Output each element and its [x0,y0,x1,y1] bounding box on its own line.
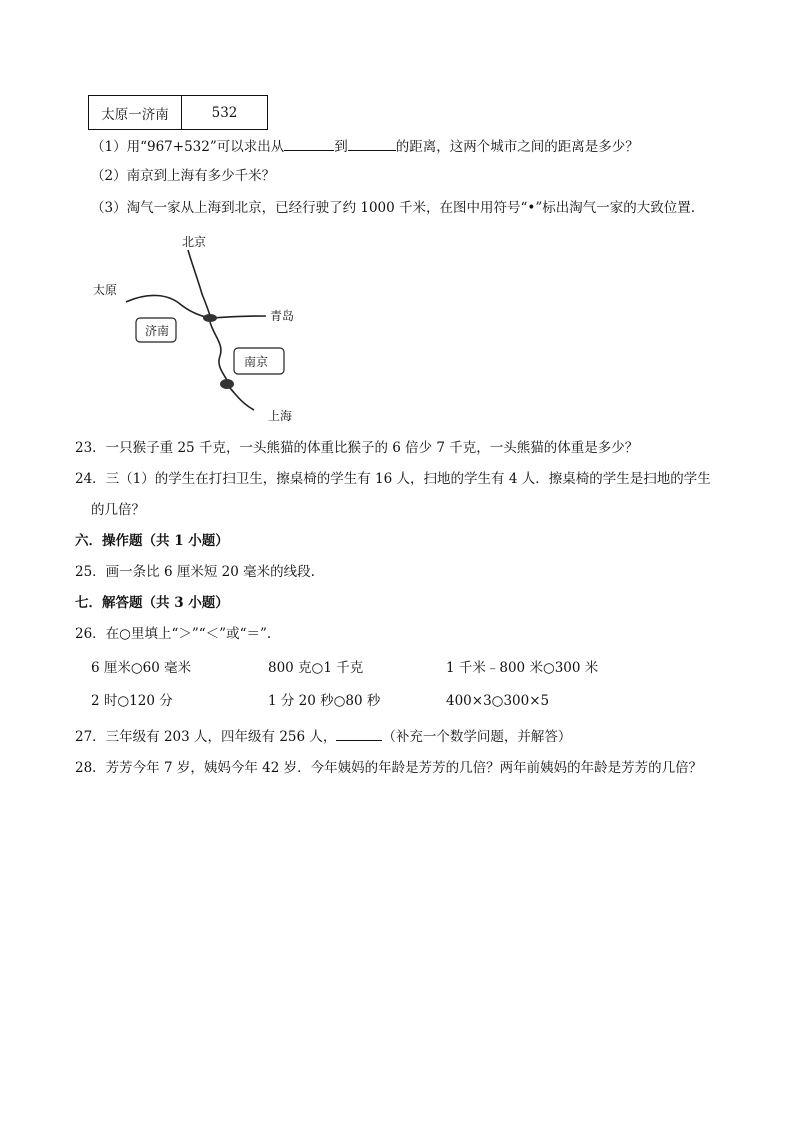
question-26: 26．在○里填上“＞”“＜”或“＝”. [75,626,272,642]
shanghai-label: 上海 [268,409,293,423]
answer-blank-from[interactable] [284,136,334,151]
taiyuan-label: 太原 [93,283,118,297]
distance-table [88,95,268,130]
route-cell: 太原一济南 [89,96,182,130]
jinan-marker [203,314,217,322]
question-22-part-1: （1）用“967+532”可以求出从 到 的距离，这两个城市之间的距离是多少？ [91,136,639,157]
answer-blank-question[interactable] [336,726,382,741]
question-22-part-3: （3）淘气一家从上海到北京，已经行驶了约 1000 千米，在图中用符号“•”标出淘气一家的大致位置. [91,200,696,216]
table-row [89,96,268,130]
compare-item[interactable]: 400×3○300×5 [446,693,550,709]
distance-cell: 532 [182,96,268,130]
question-22-part-2: （2）南京到上海有多少千米？ [91,168,276,184]
compare-item[interactable]: 1 千米﹣800 米○300 米 [446,660,599,676]
nanjing-marker [220,379,234,389]
section-6-heading: 六．操作题（共 1 小题） [75,533,229,549]
section-7-heading: 七．解答题（共 3 小题） [75,595,229,611]
compare-item[interactable]: 800 克○1 千克 [268,660,364,676]
nanjing-label: 南京 [244,355,269,369]
route-map[interactable] [88,232,300,424]
question-27: 27．三年级有 203 人，四年级有 256 人， （补充一个数学问题，并解答） [75,726,571,747]
question-23: 23．一只猴子重 25 千克，一头熊猫的体重比猴子的 6 倍少 7 千克，一头熊猫的体重是多少？ [75,440,639,456]
compare-item[interactable]: 6 厘米○60 毫米 [91,660,192,676]
question-24-line-1: 24．三（1）的学生在打扫卫生，擦桌椅的学生有 16 人，扫地的学生有 4 人．擦桌椅的学生是扫地的学生 [75,471,711,487]
beijing-label: 北京 [182,235,207,249]
question-28: 28．芳芳今年 7 岁，姨妈今年 42 岁．今年姨妈的年龄是芳芳的几倍？两年前姨妈的年龄是芳芳的几倍？ [75,760,703,776]
compare-item[interactable]: 1 分 20 秒○80 秒 [268,693,381,709]
qingdao-label: 青岛 [270,309,295,323]
question-24-line-2: 的几倍？ [91,502,145,518]
question-25: 25．画一条比 6 厘米短 20 毫米的线段. [75,564,315,580]
jinan-label: 济南 [145,324,170,338]
compare-item[interactable]: 2 时○120 分 [91,693,173,709]
answer-blank-to[interactable] [348,136,396,151]
